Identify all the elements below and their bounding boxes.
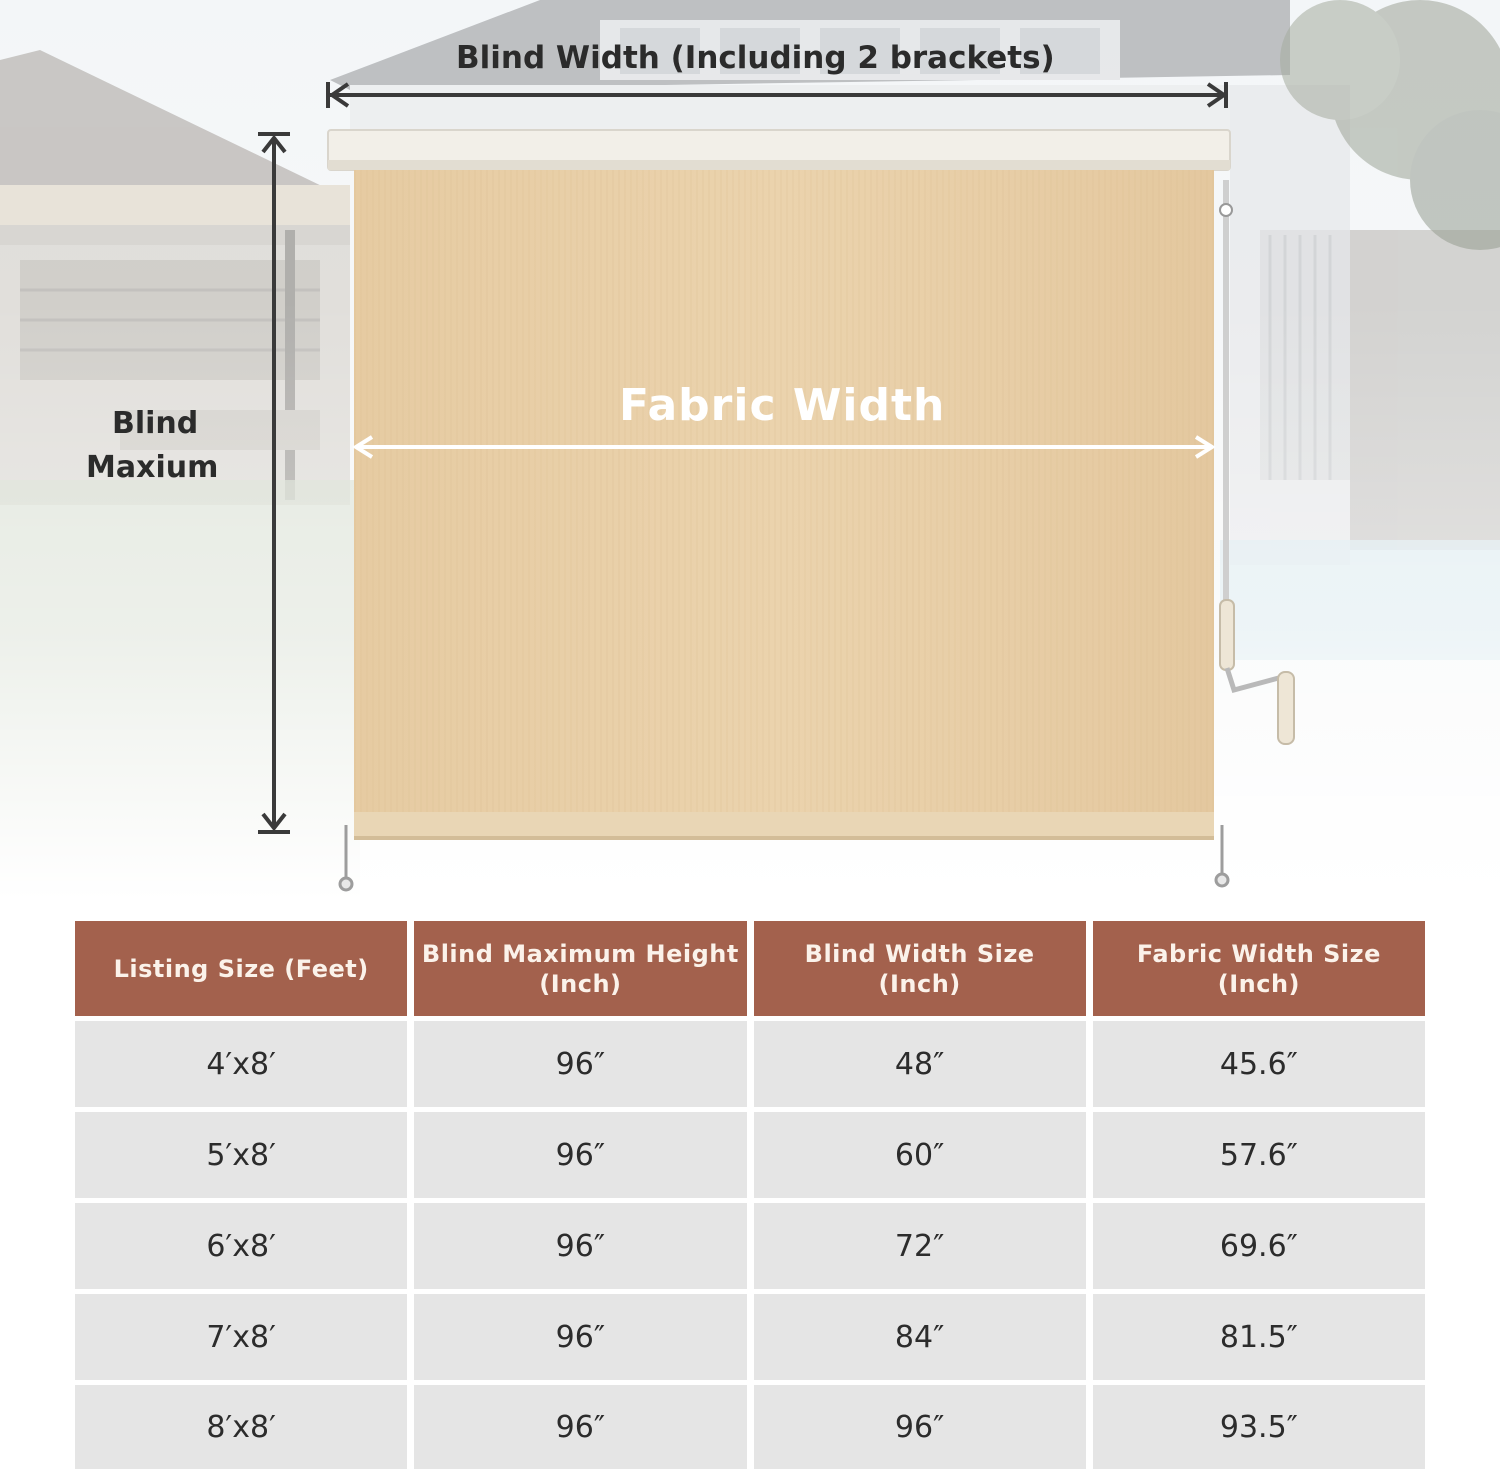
header-blind-max-height xyxy=(414,921,746,1016)
header-unit: (Inch) xyxy=(1217,969,1300,998)
header-label: Fabric Width Size xyxy=(1136,939,1381,968)
size-table xyxy=(75,916,1425,1474)
cell-listing-size: 4′x8′ xyxy=(75,1021,407,1107)
cell-fabric-width: 69.6″ xyxy=(1093,1203,1425,1289)
cell-blind-max-height: 96″ xyxy=(414,1112,746,1198)
cell-listing-size: 7′x8′ xyxy=(75,1294,407,1380)
cell-blind-width: 84″ xyxy=(754,1294,1086,1380)
cell-fabric-width: 93.5″ xyxy=(1093,1385,1425,1469)
cell-fabric-width: 45.6″ xyxy=(1093,1021,1425,1107)
blind-cassette xyxy=(328,130,1230,170)
table-row xyxy=(75,1385,1425,1469)
cell-blind-max-height: 96″ xyxy=(414,1385,746,1469)
fabric-width-label: Fabric Width xyxy=(619,380,946,431)
blind-height-label-line2: Maxium xyxy=(86,450,219,485)
header-label: Blind Maximum Height xyxy=(421,939,739,968)
table-row xyxy=(75,1112,1425,1198)
header-blind-width xyxy=(754,921,1086,1016)
cell-fabric-width: 57.6″ xyxy=(1093,1112,1425,1198)
cell-blind-width: 48″ xyxy=(754,1021,1086,1107)
blind-fabric xyxy=(354,170,1214,840)
table-row xyxy=(75,1294,1425,1380)
size-chart-table xyxy=(68,916,1432,1474)
header-listing-size xyxy=(75,921,407,1016)
cell-blind-max-height: 96″ xyxy=(414,1294,746,1380)
cell-listing-size: 8′x8′ xyxy=(75,1385,407,1469)
blind-height-label-line1: Blind xyxy=(112,406,199,441)
header-fabric-width xyxy=(1093,921,1425,1016)
table-header-row xyxy=(75,921,1425,1016)
header-label: Listing Size (Feet) xyxy=(113,954,369,983)
cell-blind-width: 72″ xyxy=(754,1203,1086,1289)
table-row xyxy=(75,1021,1425,1107)
cell-blind-width: 60″ xyxy=(754,1112,1086,1198)
header-unit: (Inch) xyxy=(878,969,961,998)
blind-width-label: Blind Width (Including 2 brackets) xyxy=(456,40,1055,76)
header-unit: (Inch) xyxy=(539,969,622,998)
cell-blind-max-height: 96″ xyxy=(414,1021,746,1107)
cell-blind-width: 96″ xyxy=(754,1385,1086,1469)
cell-fabric-width: 81.5″ xyxy=(1093,1294,1425,1380)
cell-blind-max-height: 96″ xyxy=(414,1203,746,1289)
cell-listing-size: 6′x8′ xyxy=(75,1203,407,1289)
header-label: Blind Width Size xyxy=(804,939,1035,968)
table-row xyxy=(75,1203,1425,1289)
cell-listing-size: 5′x8′ xyxy=(75,1112,407,1198)
